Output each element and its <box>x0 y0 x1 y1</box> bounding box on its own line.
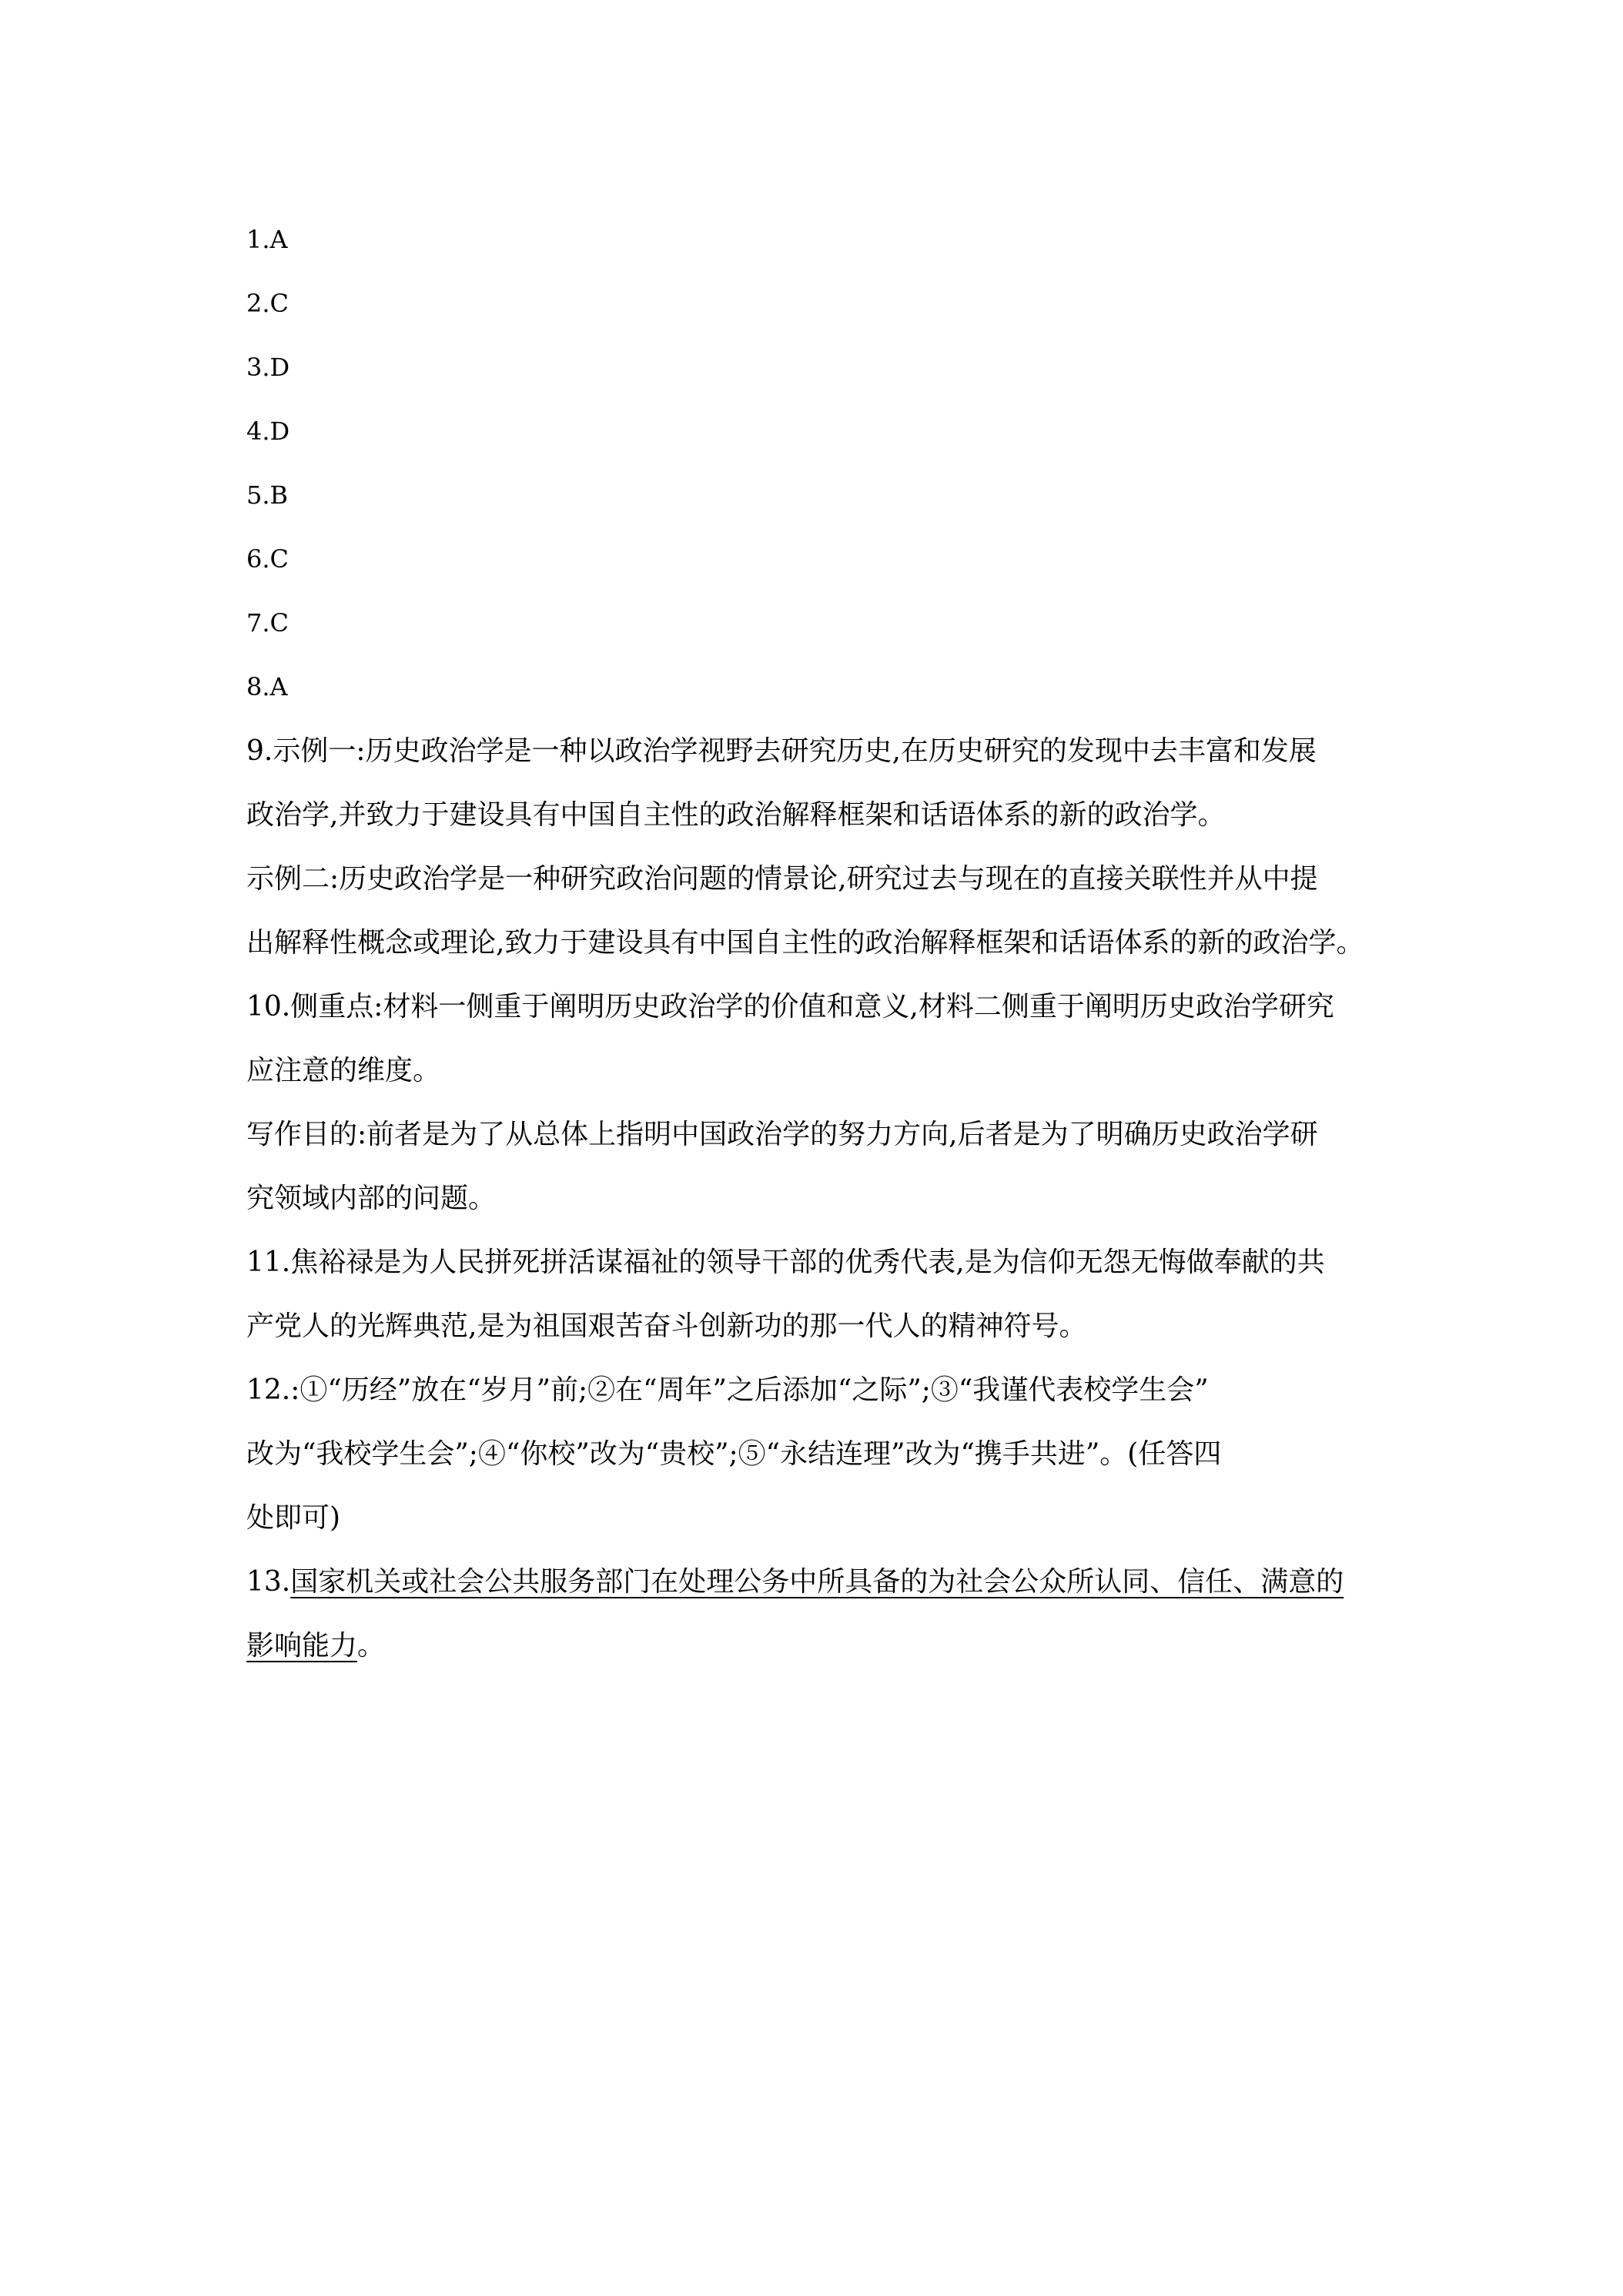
answer-12-line-1: 12.:①“历经”放在“岁月”前;②在“周年”之后添加“之际”;③“我谨代表校学生会” <box>246 1374 1209 1406</box>
answer-12-line-2: 改为“我校学生会”;④“你校”改为“贵校”;⑤“永结连理”改为“携手共进”。(任答四 <box>246 1438 1222 1470</box>
answer-13-underlined-tail: 影响能力 <box>246 1630 358 1662</box>
answer-2: 2.C <box>246 289 289 318</box>
answer-8: 8.A <box>246 672 288 701</box>
answer-3: 3.D <box>246 353 290 382</box>
answer-11-line-2: 产党人的光辉典范,是为祖国艰苦奋斗创新功的那一代人的精神符号。 <box>246 1310 1087 1342</box>
answer-5: 5.B <box>246 480 289 510</box>
answer-13-period: 。 <box>357 1630 386 1662</box>
answer-4: 4.D <box>246 417 290 446</box>
answer-1: 1.A <box>246 225 288 254</box>
answer-9-line-4: 出解释性概念或理论,致力于建设具有中国自主性的政治解释框架和话语体系的新的政治学。 <box>246 927 1364 959</box>
answer-key <box>246 208 1401 1678</box>
answer-11-line-1: 11.焦裕禄是为人民拼死拼活谋福祉的领导干部的优秀代表,是为信仰无怨无悔做奉献的共 <box>246 1247 1325 1278</box>
answer-13-line-1 <box>246 1550 1401 1614</box>
answer-13-underlined-text: 国家机关或社会公共服务部门在处理公务中所具备的为社会公众所认同、信任、满意的 <box>290 1566 1344 1598</box>
answer-13-prefix: 13. <box>246 1566 291 1598</box>
answer-9-line-3: 示例二:历史政治学是一种研究政治问题的情景论,研究过去与现在的直接关联性并从中提 <box>246 863 1318 895</box>
answer-12-line-3: 处即可) <box>246 1502 341 1534</box>
answer-10-line-1: 10.侧重点:材料一侧重于阐明历史政治学的价值和意义,材料二侧重于阐明历史政治学研究 <box>246 991 1334 1022</box>
answer-10-line-3: 写作目的:前者是为了从总体上指明中国政治学的努力方向,后者是为了明确历史政治学研 <box>246 1119 1318 1150</box>
answer-9-line-1: 9.示例一:历史政治学是一种以政治学视野去研究历史,在历史研究的发现中去丰富和发展 <box>246 735 1317 767</box>
answer-9-line-2: 政治学,并致力于建设具有中国自主性的政治解释框架和话语体系的新的政治学。 <box>246 799 1226 831</box>
answer-13-line-2 <box>246 1614 1401 1678</box>
answer-7: 7.C <box>246 608 289 638</box>
answer-10-line-4: 究领域内部的问题。 <box>246 1183 497 1214</box>
answer-10-line-2: 应注意的维度。 <box>246 1055 441 1086</box>
answer-6: 6.C <box>246 544 289 574</box>
